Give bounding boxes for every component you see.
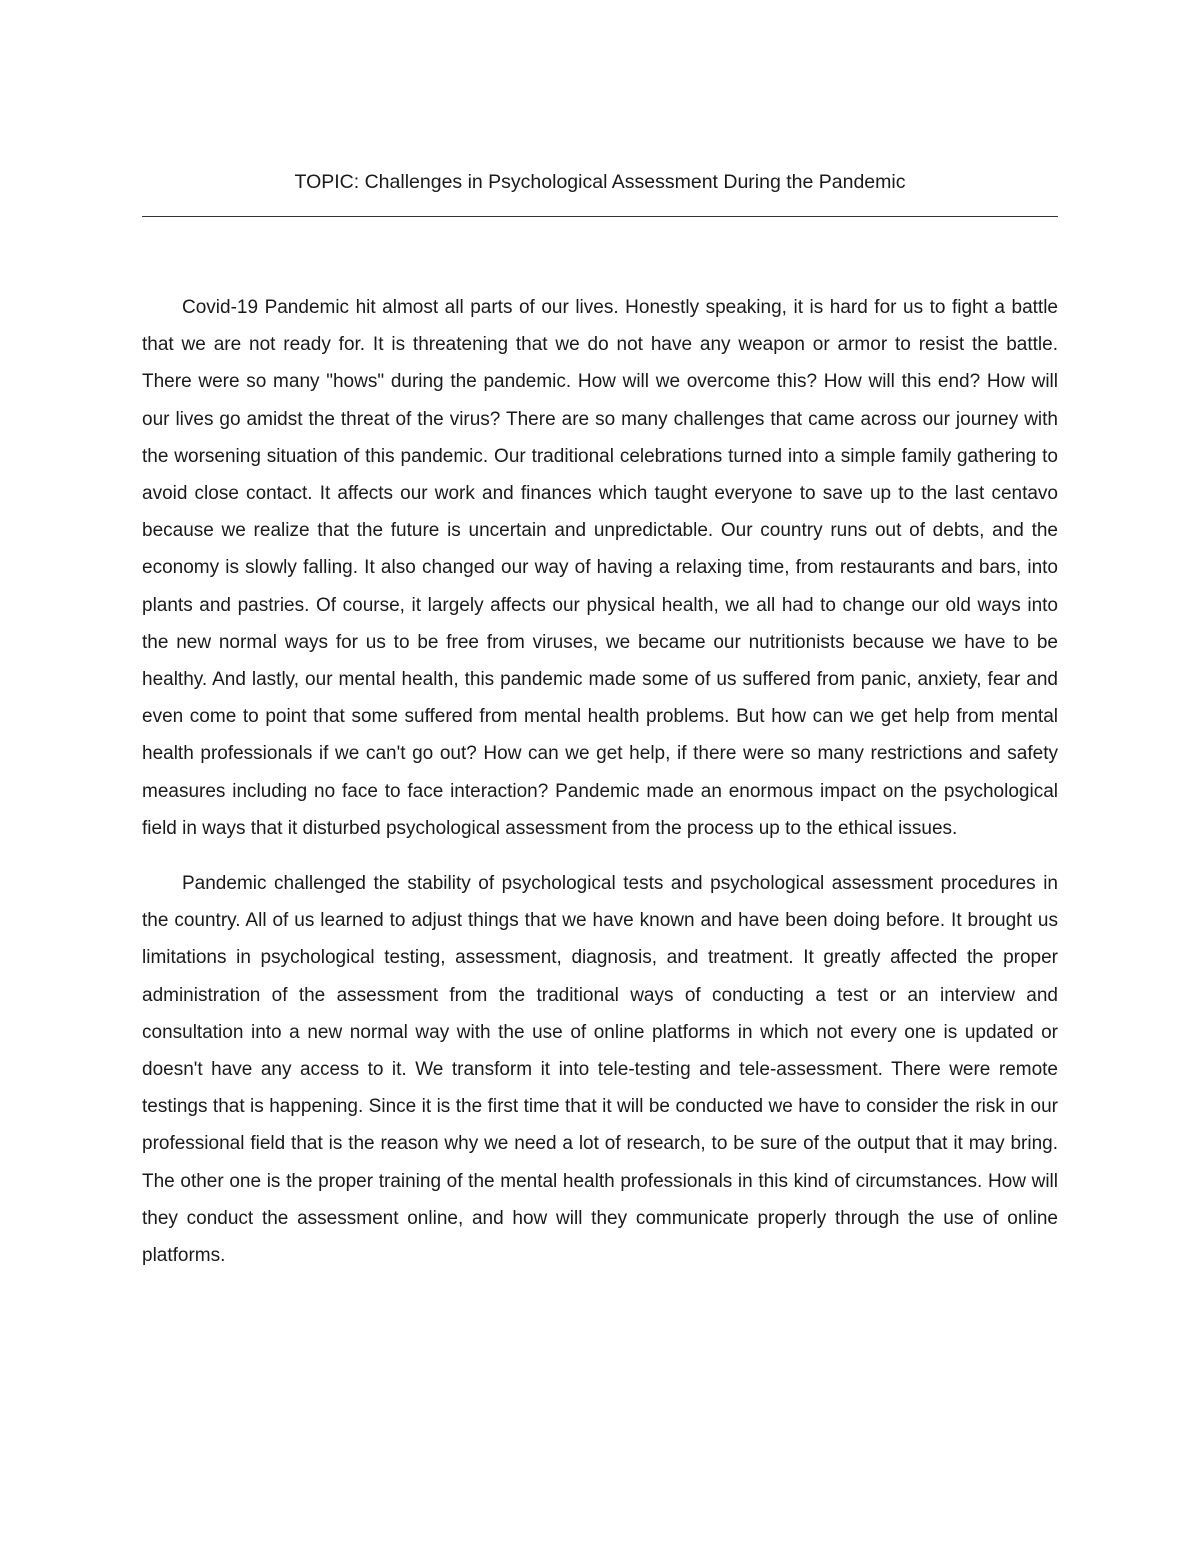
paragraph-1: Covid-19 Pandemic hit almost all parts of our lives. Honestly speaking, it is hard for us to fight a battle that we are not ready for. It is threatening that we do not have any weapon or armor to resist the battle. There were so many "hows" during the pandemic. How will we overcome this? How will this end? How will our lives go amidst the threat of the virus? There are so many challenges that came across our journey with the worsening situation of this pandemic. Our traditional celebrations turned into a simple family gathering to avoid close contact. It affects our work and finances which taught everyone to save up to the last centavo because we realize that the future is uncertain and unpredictable. Our country runs out of debts, and the economy is slowly falling. It also changed our way of having a relaxing time, from restaurants and bars, into plants and pastries. Of course, it largely affects our physical health, we all had to change our old ways into the new normal ways for us to be free from viruses, we became our nutritionists because we have to be healthy. And lastly, our mental health, this pandemic made some of us suffered from panic, anxiety, fear and even come to point that some suffered from mental health problems. But how can we get help from mental health professionals if we can't go out? How can we get help, if there were so many restrictions and safety measures including no face to face interaction? Pandemic made an enormous impact on the psychological field in ways that it disturbed psychological assessment from the process up to the ethical issues. [142, 297, 1058, 839]
title-underline-divider [142, 216, 1058, 217]
paragraph-2: Pandemic challenged the stability of psychological tests and psychological assessment procedures in the country. All of us learned to adjust things that we have known and have been doing before. It brought us limitations in psychological testing, assessment, diagnosis, and treatment. It greatly affected the proper administration of the assessment from the traditional ways of conducting a test or an interview and consultation into a new normal way with the use of online platforms in which not every one is updated or doesn't have any access to it. We transform it into tele-testing and tele-assessment. There were remote testings that is happening. Since it is the first time that it will be conducted we have to consider the risk in our professional field that is the reason why we need a lot of research, to be sure of the output that it may bring. The other one is the proper training of the mental health professionals in this kind of circumstances. How will they conduct the assessment online, and how will they communicate properly through the use of online platforms. [142, 873, 1058, 1267]
document-body [142, 289, 1058, 1274]
document-page [142, 168, 1058, 1274]
document-title: TOPIC: Challenges in Psychological Assessment During the Pandemic [294, 171, 906, 193]
